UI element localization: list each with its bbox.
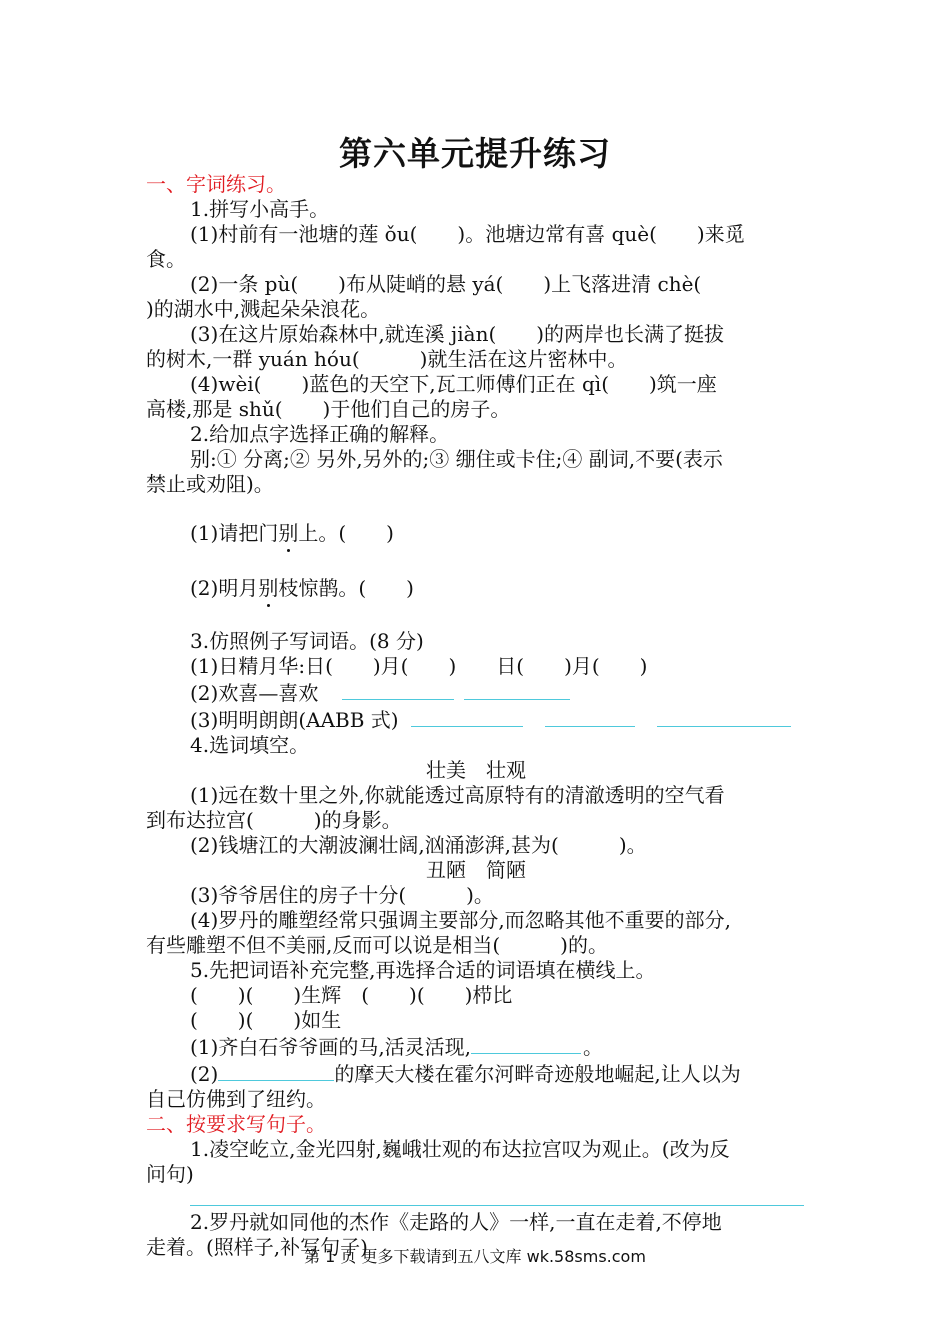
- q4-item-2: (2)钱塘江的大潮波澜壮阔,汹涌澎湃,甚为( )。: [190, 833, 647, 857]
- dotted-char: 别: [278, 521, 299, 545]
- q1-item-4: (4)wèi( )蓝色的天空下,瓦工师傅们正在 qì( )筑一座: [190, 372, 717, 396]
- q4-word-options-1: 壮美 壮观: [426, 758, 526, 782]
- q4-title: 4.选词填空。: [190, 733, 310, 757]
- q1-item-2-cont: )的湖水中,溅起朵朵浪花。: [146, 297, 381, 321]
- answer-line[interactable]: [190, 1187, 804, 1206]
- q2-item-2: (2)明月别枝惊鹊。( ): [190, 576, 414, 600]
- q5-item-1: (1)齐白石爷爷画的马,活灵活现, 。: [190, 1035, 604, 1059]
- q2-item-1: (1)请把门别上。( ): [190, 521, 394, 545]
- s2-q1-cont: 问句): [146, 1162, 194, 1186]
- q4-item-1: (1)远在数十里之外,你就能透过高原特有的清澈透明的空气看: [190, 783, 725, 807]
- section-heading-1: 一、字词练习。: [146, 172, 286, 196]
- q5-title: 5.先把词语补充完整,再选择合适的词语填在横线上。: [190, 958, 656, 982]
- q1-item-3-cont: 的树木,一群 yuán hóu( )就生活在这片密林中。: [146, 347, 628, 371]
- q1-item-4-cont: 高楼,那是 shǔ( )于他们自己的房子。: [146, 397, 511, 421]
- s2-q1: 1.凌空屹立,金光四射,巍峨壮观的布达拉宫叹为观止。(改为反: [190, 1137, 730, 1161]
- q1-item-1-cont: 食。: [146, 247, 186, 271]
- q4-item-4: (4)罗丹的雕塑经常只强调主要部分,而忽略其他不重要的部分,: [190, 908, 732, 932]
- q4-word-options-2: 丑陋 简陋: [426, 858, 526, 882]
- section-heading-2: 二、按要求写句子。: [146, 1112, 326, 1136]
- q5-item-2: (2) 的摩天大楼在霍尔河畔奇迹般地崛起,让人以为: [190, 1062, 741, 1086]
- page-title: 第六单元提升练习: [339, 134, 611, 173]
- q4-item-3: (3)爷爷居住的房子十分( )。: [190, 883, 494, 907]
- q3-item-2: (2)欢喜—喜欢: [146, 679, 806, 706]
- q2-title: 2.给加点字选择正确的解释。: [190, 422, 450, 446]
- answer-blank[interactable]: [218, 1060, 334, 1081]
- answer-blank[interactable]: [464, 679, 570, 700]
- answer-blank[interactable]: [342, 679, 454, 700]
- page-footer: 第 1 页 更多下载请到五八文库 wk.58sms.com: [304, 1247, 646, 1266]
- q1-item-2: (2)一条 pù( )布从陡峭的悬 yá( )上飞落进清 chè(: [190, 272, 702, 296]
- worksheet-content: [146, 172, 806, 1260]
- q3-item-3: (3)明明朗朗(AABB 式): [146, 706, 806, 733]
- q4-item-1-cont: 到布达拉宫( )的身影。: [146, 808, 402, 832]
- q5-words-1: ( )( )生辉 ( )( )栉比: [190, 983, 513, 1007]
- answer-blank[interactable]: [411, 706, 523, 727]
- s2-q2-cont: 走着。(照样子,补写句子): [146, 1235, 368, 1259]
- answer-blank[interactable]: [471, 1033, 581, 1054]
- q1-item-1: (1)村前有一池塘的莲 ǒu( )。池塘边常有喜 què( )来觅: [190, 222, 745, 246]
- q1-item-3: (3)在这片原始森林中,就连溪 jiàn( )的两岸也长满了挺拔: [190, 322, 725, 346]
- q2-definition: 别:① 分离;② 另外,另外的;③ 绷住或卡住;④ 副词,不要(表示: [190, 447, 723, 471]
- answer-blank[interactable]: [657, 706, 791, 727]
- q2-definition-cont: 禁止或劝阻)。: [146, 472, 274, 496]
- s2-q2: 2.罗丹就如同他的杰作《走路的人》一样,一直在走着,不停地: [190, 1210, 722, 1234]
- q1-title: 1.拼写小高手。: [190, 197, 330, 221]
- answer-blank[interactable]: [545, 706, 635, 727]
- dotted-char: 别: [258, 576, 279, 600]
- q5-item-2-cont: 自己仿佛到了纽约。: [146, 1087, 326, 1111]
- q3-item-1: (1)日精月华:日( )月( ) 日( )月( ): [190, 654, 648, 678]
- q3-title: 3.仿照例子写词语。(8 分): [190, 629, 424, 653]
- q5-words-2: ( )( )如生: [190, 1008, 342, 1032]
- q4-item-4-cont: 有些雕塑不但不美丽,反而可以说是相当( )的。: [146, 933, 608, 957]
